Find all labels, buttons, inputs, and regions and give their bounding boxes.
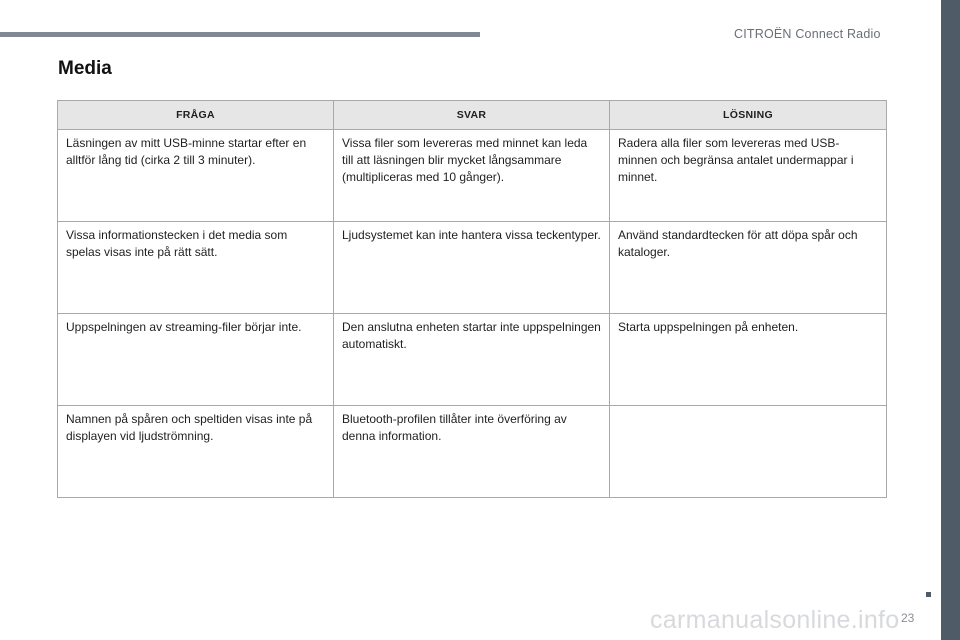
page-title: Media: [58, 58, 112, 79]
faq-table: [57, 100, 887, 498]
page-marker: [926, 592, 931, 597]
table-row: [58, 314, 887, 406]
solution-cell: Använd standardtecken för att döpa spår och kataloger.: [610, 222, 887, 314]
watermark-text: carmanualsonline.info: [650, 606, 900, 634]
answer-cell: Vissa filer som levereras med minnet kan leda till att läsningen blir mycket långsammare (multipliceras med 10 gånger).: [334, 130, 610, 222]
column-header-answer: SVAR: [334, 101, 610, 130]
answer-cell: Ljudsystemet kan inte hantera vissa teckentyper.: [334, 222, 610, 314]
brand-header: CITROËN Connect Radio: [734, 27, 881, 41]
question-cell: Vissa informationstecken i det media som spelas visas inte på rätt sätt.: [58, 222, 334, 314]
solution-cell: [610, 406, 887, 498]
top-accent-bar: [0, 32, 480, 37]
table-header-row: [58, 101, 887, 130]
table-row: [58, 222, 887, 314]
solution-cell: Radera alla filer som levereras med USB-minnen och begränsa antalet undermappar i minnet.: [610, 130, 887, 222]
table-row: [58, 406, 887, 498]
question-cell: Läsningen av mitt USB-minne startar efter en alltför lång tid (cirka 2 till 3 minuter).: [58, 130, 334, 222]
page-number: 23: [901, 611, 915, 625]
answer-cell: Bluetooth-profilen tillåter inte överföring av denna information.: [334, 406, 610, 498]
column-header-question: FRÅGA: [58, 101, 334, 130]
table-row: [58, 130, 887, 222]
solution-cell: Starta uppspelningen på enheten.: [610, 314, 887, 406]
question-cell: Namnen på spåren och speltiden visas inte på displayen vid ljudströmning.: [58, 406, 334, 498]
answer-cell: Den anslutna enheten startar inte uppspelningen automatiskt.: [334, 314, 610, 406]
question-cell: Uppspelningen av streaming-filer börjar inte.: [58, 314, 334, 406]
column-header-solution: LÖSNING: [610, 101, 887, 130]
right-edge-strip: [941, 0, 960, 640]
